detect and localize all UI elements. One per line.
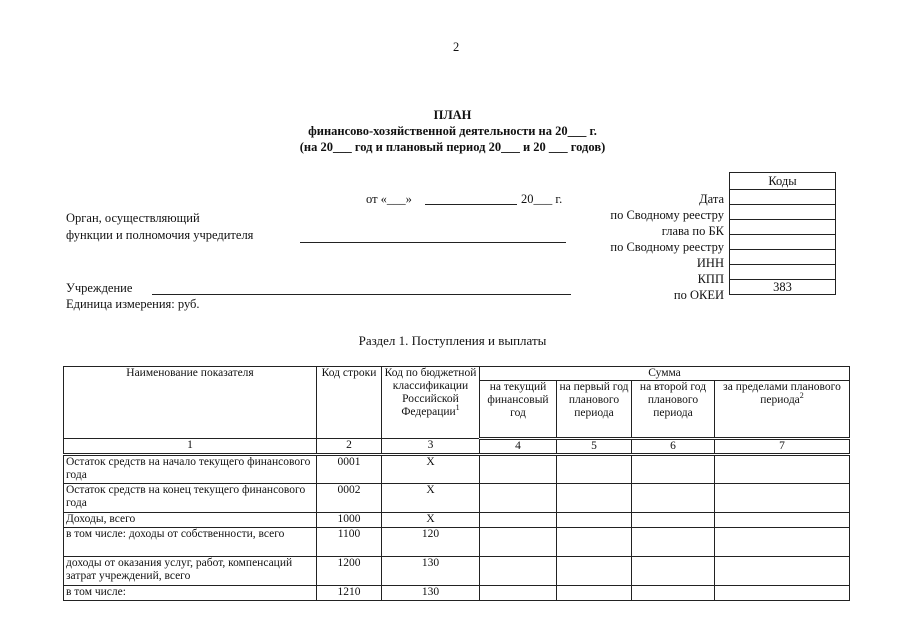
header-budget-code-text: Код по бюджетной классификации Российской Федерации (384, 367, 477, 418)
code-value-date[interactable] (730, 190, 836, 205)
cell-beyond[interactable] (715, 455, 850, 484)
header-beyond-text: за пределами планового периода (723, 381, 841, 406)
code-value-kpp[interactable] (730, 265, 836, 280)
institution-field-line[interactable] (152, 294, 571, 295)
code-value-bk[interactable] (730, 220, 836, 235)
institution-label: Учреждение (66, 281, 133, 295)
row-bk: 120 (382, 528, 480, 557)
cell-first[interactable] (557, 484, 632, 513)
code-value-registry[interactable] (730, 205, 836, 220)
cell-beyond[interactable] (715, 513, 850, 528)
row-code: 0002 (317, 484, 382, 513)
row-code: 1000 (317, 513, 382, 528)
table-row (64, 513, 850, 528)
header-first-year: на первый год планового периода (557, 381, 632, 439)
cell-second[interactable] (632, 586, 715, 601)
row-bk: 130 (382, 557, 480, 586)
table-row (64, 484, 850, 513)
table-row (64, 528, 850, 557)
row-code: 1200 (317, 557, 382, 586)
header-budget-code (382, 367, 480, 439)
header-name: Наименование показателя (64, 367, 317, 439)
header-sum: Сумма (480, 367, 850, 381)
cell-first[interactable] (557, 528, 632, 557)
col-num: 2 (317, 439, 382, 455)
code-label-registry: по Сводному реестру (610, 208, 724, 222)
codes-labels (520, 191, 724, 303)
code-value-okei[interactable]: 383 (730, 280, 836, 295)
row-bk: X (382, 484, 480, 513)
receipts-payments-table (63, 366, 850, 601)
cell-second[interactable] (632, 528, 715, 557)
codes-header: Коды (730, 173, 836, 190)
code-label-date: Дата (699, 192, 724, 206)
cell-first[interactable] (557, 586, 632, 601)
row-code: 1210 (317, 586, 382, 601)
date-year: 20___ г. (521, 192, 563, 206)
code-label-bk: глава по БК (661, 224, 724, 238)
cell-first[interactable] (557, 455, 632, 484)
col-num: 4 (480, 439, 557, 455)
cell-current[interactable] (480, 586, 557, 601)
header-beyond (715, 381, 850, 439)
row-name: в том числе: (64, 586, 317, 601)
cell-current[interactable] (480, 528, 557, 557)
cell-second[interactable] (632, 484, 715, 513)
row-code: 1100 (317, 528, 382, 557)
col-num: 7 (715, 439, 850, 455)
column-numbers-row (64, 439, 850, 455)
header-second-year: на второй год планового периода (632, 381, 715, 439)
row-bk: X (382, 513, 480, 528)
table-row (64, 557, 850, 586)
date-month-line[interactable] (425, 204, 517, 205)
header-code: Код строки (317, 367, 382, 439)
organ-label-2: функции и полномочия учредителя (66, 228, 254, 242)
row-name: Остаток средств на начало текущего финансового года (64, 455, 317, 484)
col-num: 5 (557, 439, 632, 455)
cell-beyond[interactable] (715, 586, 850, 601)
code-label-inn: ИНН (696, 256, 724, 270)
title-plan: ПЛАН (433, 108, 472, 122)
row-bk: X (382, 455, 480, 484)
cell-beyond[interactable] (715, 528, 850, 557)
code-value-inn[interactable] (730, 250, 836, 265)
cell-second[interactable] (632, 557, 715, 586)
row-name: Остаток средств на конец текущего финансового года (64, 484, 317, 513)
title-subtitle: финансово-хозяйственной деятельности на 20___ г. (308, 124, 597, 138)
cell-current[interactable] (480, 455, 557, 484)
code-value-registry-2[interactable] (730, 235, 836, 250)
cell-first[interactable] (557, 513, 632, 528)
cell-first[interactable] (557, 557, 632, 586)
cell-current[interactable] (480, 513, 557, 528)
row-name: Доходы, всего (64, 513, 317, 528)
row-name: доходы от оказания услуг, работ, компенсаций затрат учреждений, всего (64, 557, 317, 586)
footnote-2: 2 (799, 391, 804, 401)
cell-beyond[interactable] (715, 557, 850, 586)
cell-second[interactable] (632, 513, 715, 528)
code-label-registry-2: по Сводному реестру (610, 240, 724, 254)
row-code: 0001 (317, 455, 382, 484)
col-num: 6 (632, 439, 715, 455)
row-name: в том числе: доходы от собственности, всего (64, 528, 317, 557)
col-num: 3 (382, 439, 480, 455)
table-row (64, 455, 850, 484)
table-row (64, 586, 850, 601)
cell-current[interactable] (480, 557, 557, 586)
cell-beyond[interactable] (715, 484, 850, 513)
cell-current[interactable] (480, 484, 557, 513)
cell-second[interactable] (632, 455, 715, 484)
codes-box (729, 172, 836, 295)
header-current-year: на текущий финансовый год (480, 381, 557, 439)
col-num: 1 (64, 439, 317, 455)
row-bk: 130 (382, 586, 480, 601)
organ-label-1: Орган, осуществляющий (66, 211, 200, 225)
page-number: 2 (453, 40, 460, 54)
unit-label: Единица измерения: руб. (66, 297, 200, 311)
footnote-1: 1 (455, 403, 460, 413)
code-label-okei: по ОКЕИ (673, 288, 724, 302)
title-period: (на 20___ год и плановый период 20___ и 20 ___ годов) (299, 140, 606, 154)
section-title: Раздел 1. Поступления и выплаты (358, 333, 547, 348)
code-label-kpp: КПП (697, 272, 724, 286)
date-prefix: от «___» (366, 192, 412, 206)
